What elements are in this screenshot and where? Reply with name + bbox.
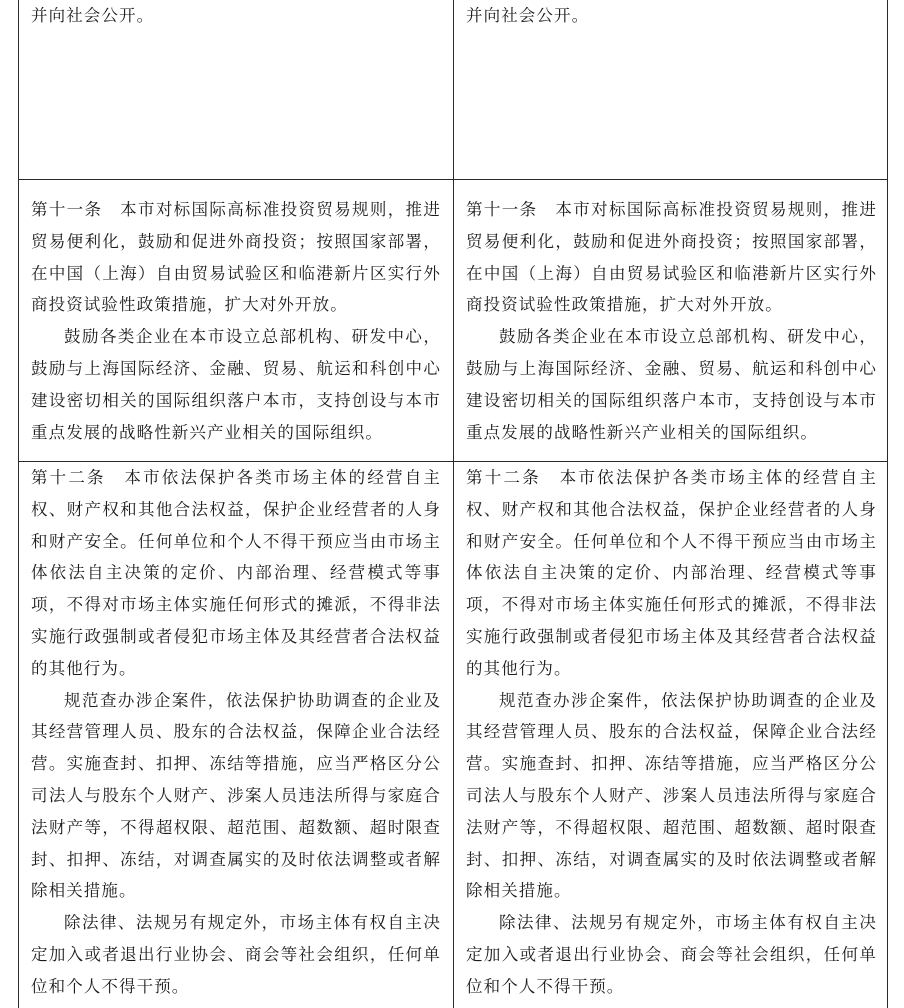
table-cell-original	[19, 180, 454, 461]
table-row	[19, 0, 887, 180]
paragraph: 规范查办涉企案件，依法保护协助调查的企业及其经营管理人员、股东的合法权益，保障企业合法经营。实施查封、扣押、冻结等措施，应当严格区分公司法人与股东个人财产、涉案人员违法所得与家庭合法财产等，不得超权限、超范围、超数额、超时限查封、扣押、冻结，对调查属实的及时依法调整或者解除相关措施。	[31, 690, 441, 901]
table-cell-revised	[454, 462, 887, 1008]
table-cell-revised	[454, 180, 887, 461]
table-row	[19, 180, 887, 462]
article-11-paragraph: 第十一条 本市对标国际高标准投资贸易规则，推进贸易便利化，鼓励和促进外商投资；按照国家部署，在中国（上海）自由贸易试验区和临港新片区实行外商投资试验性政策措施，扩大对外开放。	[466, 200, 877, 315]
paragraph: 除法律、法规另有规定外，市场主体有权自主决定加入或者退出行业协会、商会等社会组织，任何单位和个人不得干预。	[466, 913, 877, 996]
comparison-table	[18, 0, 888, 1008]
paragraph: 并向社会公开。	[31, 6, 155, 25]
paragraph: 鼓励各类企业在本市设立总部机构、研发中心，鼓励与上海国际经济、金融、贸易、航运和科创中心建设密切相关的国际组织落户本市，支持创设与本市重点发展的战略性新兴产业相关的国际组织。	[466, 327, 877, 442]
paragraph: 除法律、法规另有规定外，市场主体有权自主决定加入或者退出行业协会、商会等社会组织，任何单位和个人不得干预。	[31, 913, 441, 996]
table-cell-revised	[454, 0, 887, 179]
paragraph: 鼓励各类企业在本市设立总部机构、研发中心，鼓励与上海国际经济、金融、贸易、航运和科创中心建设密切相关的国际组织落户本市，支持创设与本市重点发展的战略性新兴产业相关的国际组织。	[31, 327, 441, 442]
article-11-paragraph: 第十一条 本市对标国际高标准投资贸易规则，推进贸易便利化，鼓励和促进外商投资；按照国家部署，在中国（上海）自由贸易试验区和临港新片区实行外商投资试验性政策措施，扩大对外开放。	[31, 200, 441, 315]
article-12-paragraph: 第十二条 本市依法保护各类市场主体的经营自主权、财产权和其他合法权益，保护企业经营者的人身和财产安全。任何单位和个人不得干预应当由市场主体依法自主决策的定价、内部治理、经营模式等事项，不得对市场主体实施任何形式的摊派，不得非法实施行政强制或者侵犯市场主体及其经营者合法权益的其他行为。	[466, 468, 877, 678]
table-row	[19, 462, 887, 1008]
paragraph: 规范查办涉企案件，依法保护协助调查的企业及其经营管理人员、股东的合法权益，保障企业合法经营。实施查封、扣押、冻结等措施，应当严格区分公司法人与股东个人财产、涉案人员违法所得与家庭合法财产等，不得超权限、超范围、超数额、超时限查封、扣押、冻结，对调查属实的及时依法调整或者解除相关措施。	[466, 690, 877, 901]
article-12-paragraph: 第十二条 本市依法保护各类市场主体的经营自主权、财产权和其他合法权益，保护企业经营者的人身和财产安全。任何单位和个人不得干预应当由市场主体依法自主决策的定价、内部治理、经营模式等事项，不得对市场主体实施任何形式的摊派，不得非法实施行政强制或者侵犯市场主体及其经营者合法权益的其他行为。	[31, 468, 441, 678]
table-cell-original	[19, 462, 454, 1008]
table-cell-original	[19, 0, 454, 179]
paragraph: 并向社会公开。	[466, 6, 590, 25]
